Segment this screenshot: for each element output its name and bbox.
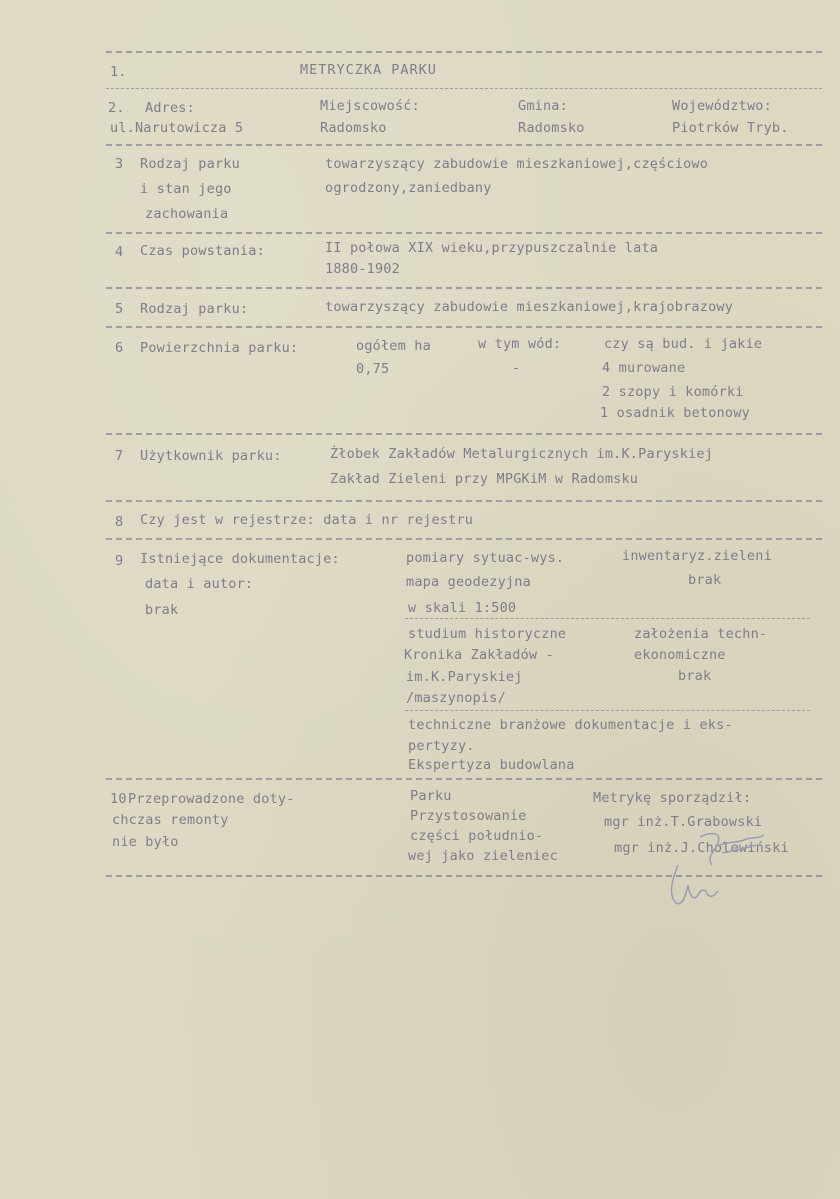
inwentaryzacja-line2: brak xyxy=(688,572,722,588)
gmina-value: Radomsko xyxy=(518,120,585,136)
wojewodztwo-label: Województwo: xyxy=(672,98,772,114)
dokumentacje-label-line2: data i autor: xyxy=(145,576,254,592)
row1-number: 1. xyxy=(110,64,127,80)
parku-line2: Przystosowanie xyxy=(410,808,527,824)
studium-line4: /maszynopis/ xyxy=(406,690,506,706)
row3-label-line1: Rodzaj parku xyxy=(140,156,240,172)
techniczne-line3: Ekspertyza budowlana xyxy=(408,757,575,773)
row7-number: 7 xyxy=(115,448,124,464)
techniczne-line2: pertyzy. xyxy=(408,738,475,754)
rodzaj-parku-label: Rodzaj parku: xyxy=(140,301,249,317)
uzytkownik-line1: Żłobek Zakładów Metalurgicznych im.K.Paryskiej xyxy=(330,446,714,462)
adres-value: ul.Narutowicza 5 xyxy=(110,120,244,136)
adres-label: Adres: xyxy=(145,100,195,116)
czas-powstania-line2: 1880-1902 xyxy=(325,261,400,277)
rule-9b xyxy=(405,710,810,711)
parku-line4: wej jako zieleniec xyxy=(408,848,558,864)
handwritten-signature xyxy=(660,825,780,915)
rodzaj-parku-value: towarzyszący zabudowie mieszkaniowej,krajobrazowy xyxy=(325,299,734,315)
techniczne-line1: techniczne branżowe dokumentacje i eks- xyxy=(408,717,733,733)
pomiary-line3: w skali 1:500 xyxy=(408,600,517,616)
row9-number: 9 xyxy=(115,553,124,569)
rule-8 xyxy=(106,538,822,540)
autor-1: mgr inż.T.Grabowski xyxy=(604,814,763,830)
rule-1 xyxy=(106,88,822,89)
rule-7 xyxy=(106,500,822,502)
row2-number: 2. xyxy=(108,100,125,116)
budynki-line1: 4 murowane xyxy=(602,360,686,376)
rule-3 xyxy=(106,232,822,234)
remonty-label-line3: nie było xyxy=(112,834,179,850)
rule-4 xyxy=(106,287,822,289)
row3-number: 3 xyxy=(115,156,124,172)
budynki-line2: 2 szopy i komórki xyxy=(602,384,744,400)
pomiary-line1: pomiary sytuac-wys. xyxy=(406,550,565,566)
autor-2: mgr inż.J.Cholewiński xyxy=(614,840,789,856)
rule-5 xyxy=(106,326,822,328)
studium-line3: im.K.Paryskiej xyxy=(406,669,523,685)
zalozenia-line1: założenia techn- xyxy=(634,626,768,642)
gmina-label: Gmina: xyxy=(518,98,568,114)
row5-number: 5 xyxy=(115,301,124,317)
uzytkownik-label: Użytkownik parku: xyxy=(140,448,282,464)
row10-number: 10 xyxy=(110,791,127,807)
remonty-label-line2: chczas remonty xyxy=(112,812,229,828)
studium-line2: Kronika Zakładów - xyxy=(404,647,554,663)
wod-label: w tym wód: xyxy=(478,336,562,352)
ogolem-label: ogółem ha xyxy=(356,338,431,354)
wod-value: - xyxy=(512,360,521,376)
powierzchnia-label: Powierzchnia parku: xyxy=(140,340,299,356)
metryke-sporzadzil-label: Metrykę sporządził: xyxy=(593,790,752,806)
rule-top xyxy=(106,51,822,53)
studium-line1: studium historyczne xyxy=(408,626,567,642)
czas-powstania-line1: II połowa XIX wieku,przypuszczalnie lata xyxy=(325,240,659,256)
wojewodztwo-value: Piotrków Tryb. xyxy=(672,120,789,136)
rule-9a xyxy=(405,618,810,619)
row8-number: 8 xyxy=(115,514,124,530)
miejscowosc-value: Radomsko xyxy=(320,120,387,136)
rule-2 xyxy=(106,144,822,146)
parku-line1: Parku xyxy=(410,788,452,804)
dokumentacje-label-line3: brak xyxy=(145,602,179,618)
document-title: METRYCZKA PARKU xyxy=(300,62,437,78)
inwentaryzacja-line1: inwentaryz.zieleni xyxy=(622,548,772,564)
row3-value-line2: ogrodzony,zaniedbany xyxy=(325,180,492,196)
dokumentacje-label: Istniejące dokumentacje: xyxy=(140,551,340,567)
remonty-label-line1: Przeprowadzone doty- xyxy=(128,791,295,807)
pomiary-line2: mapa geodezyjna xyxy=(406,574,531,590)
zalozenia-line2: ekonomiczne xyxy=(634,647,726,663)
row3-label-line2: i stan jego xyxy=(140,181,232,197)
rejestr-label: Czy jest w rejestrze: data i nr rejestru xyxy=(140,512,474,528)
row4-number: 4 xyxy=(115,244,124,260)
czas-powstania-label: Czas powstania: xyxy=(140,243,265,259)
budynki-line3: 1 osadnik betonowy xyxy=(600,405,750,421)
row3-value-line1: towarzyszący zabudowie mieszkaniowej,częściowo xyxy=(325,156,709,172)
budynki-label: czy są bud. i jakie xyxy=(604,336,763,352)
parku-line3: części południo- xyxy=(410,828,544,844)
row3-label-line3: zachowania xyxy=(145,206,229,222)
uzytkownik-line2: Zakład Zieleni przy MPGKiM w Radomsku xyxy=(330,471,639,487)
zalozenia-line3: brak xyxy=(678,668,712,684)
ogolem-value: 0,75 xyxy=(356,361,390,377)
miejscowosc-label: Miejscowość: xyxy=(320,98,420,114)
row6-number: 6 xyxy=(115,340,124,356)
rule-6 xyxy=(106,433,822,435)
rule-9 xyxy=(106,778,822,780)
